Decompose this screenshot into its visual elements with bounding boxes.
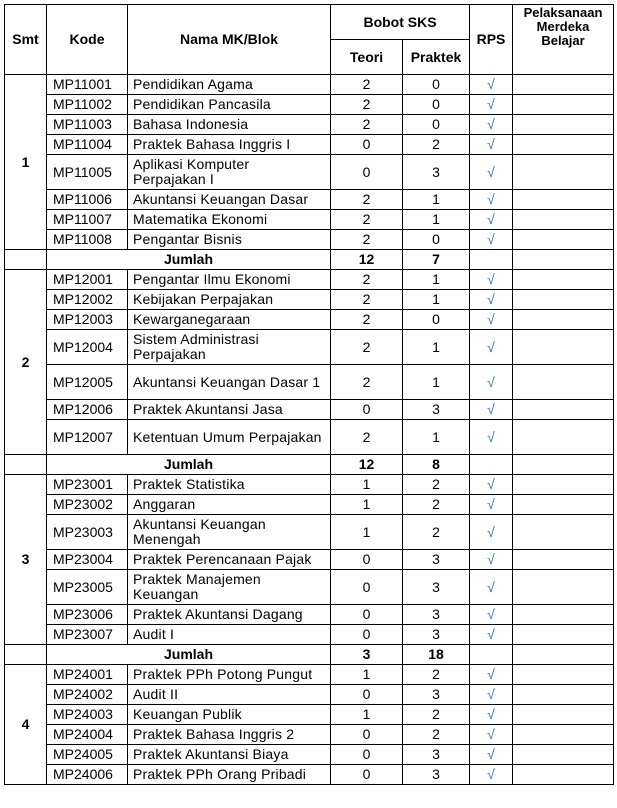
total-row bbox=[5, 645, 614, 665]
teori-credits: 2 bbox=[331, 95, 403, 115]
course-name: Praktek Akuntansi Biaya bbox=[128, 745, 331, 765]
praktek-credits: 0 bbox=[403, 75, 470, 95]
course-code: MP11005 bbox=[47, 155, 128, 190]
total-rps-cell bbox=[470, 645, 513, 665]
semester-number: 4 bbox=[5, 665, 47, 785]
header-smt: Smt bbox=[5, 5, 47, 75]
header-teori: Teori bbox=[331, 40, 403, 75]
merdeka-belajar-cell bbox=[513, 550, 614, 570]
rps-check-icon: √ bbox=[470, 210, 513, 230]
teori-credits: 2 bbox=[331, 230, 403, 250]
table-row bbox=[5, 330, 614, 365]
table-row bbox=[5, 665, 614, 685]
merdeka-belajar-cell bbox=[513, 210, 614, 230]
rps-check-icon: √ bbox=[470, 570, 513, 605]
teori-credits: 2 bbox=[331, 310, 403, 330]
rps-check-icon: √ bbox=[470, 705, 513, 725]
praktek-credits: 3 bbox=[403, 155, 470, 190]
teori-credits: 0 bbox=[331, 570, 403, 605]
course-name: Praktek PPh Orang Pribadi bbox=[128, 765, 331, 785]
course-name: Pengantar Bisnis bbox=[128, 230, 331, 250]
total-teori: 3 bbox=[331, 645, 403, 665]
teori-credits: 1 bbox=[331, 665, 403, 685]
teori-credits: 2 bbox=[331, 210, 403, 230]
rps-check-icon: √ bbox=[470, 190, 513, 210]
merdeka-belajar-cell bbox=[513, 95, 614, 115]
total-label: Jumlah bbox=[47, 250, 331, 270]
table-row bbox=[5, 550, 614, 570]
total-rps-cell bbox=[470, 455, 513, 475]
table-row bbox=[5, 420, 614, 455]
table-row bbox=[5, 75, 614, 95]
teori-credits: 1 bbox=[331, 705, 403, 725]
praktek-credits: 2 bbox=[403, 705, 470, 725]
teori-credits: 2 bbox=[331, 270, 403, 290]
rps-check-icon: √ bbox=[470, 310, 513, 330]
merdeka-belajar-cell bbox=[513, 420, 614, 455]
praktek-credits: 2 bbox=[403, 665, 470, 685]
header-bobot-sks: Bobot SKS bbox=[331, 5, 470, 40]
table-row bbox=[5, 190, 614, 210]
praktek-credits: 2 bbox=[403, 495, 470, 515]
merdeka-belajar-cell bbox=[513, 365, 614, 400]
course-name: Praktek Akuntansi Dagang bbox=[128, 605, 331, 625]
total-merdeka-cell bbox=[513, 250, 614, 270]
rps-check-icon: √ bbox=[470, 400, 513, 420]
course-code: MP12005 bbox=[47, 365, 128, 400]
rps-check-icon: √ bbox=[470, 420, 513, 455]
merdeka-belajar-cell bbox=[513, 765, 614, 785]
teori-credits: 0 bbox=[331, 625, 403, 645]
rps-check-icon: √ bbox=[470, 155, 513, 190]
merdeka-belajar-cell bbox=[513, 190, 614, 210]
teori-credits: 0 bbox=[331, 745, 403, 765]
total-teori: 12 bbox=[331, 455, 403, 475]
table-row bbox=[5, 400, 614, 420]
course-code: MP23002 bbox=[47, 495, 128, 515]
table-row bbox=[5, 745, 614, 765]
praktek-credits: 0 bbox=[403, 230, 470, 250]
table-row bbox=[5, 230, 614, 250]
course-name: Pendidikan Pancasila bbox=[128, 95, 331, 115]
table-row bbox=[5, 725, 614, 745]
table-row bbox=[5, 115, 614, 135]
rps-check-icon: √ bbox=[470, 475, 513, 495]
total-merdeka-cell bbox=[513, 645, 614, 665]
teori-credits: 2 bbox=[331, 290, 403, 310]
rps-check-icon: √ bbox=[470, 605, 513, 625]
course-name: Matematika Ekonomi bbox=[128, 210, 331, 230]
total-praktek: 8 bbox=[403, 455, 470, 475]
header-pelaksanaan-merdeka-belajar: Pelaksanaan Merdeka Belajar bbox=[513, 5, 614, 75]
teori-credits: 0 bbox=[331, 400, 403, 420]
course-name: Bahasa Indonesia bbox=[128, 115, 331, 135]
course-name: Pengantar Ilmu Ekonomi bbox=[128, 270, 331, 290]
course-name: Akuntansi Keuangan Dasar 1 bbox=[128, 365, 331, 400]
total-smt-cell bbox=[5, 250, 47, 270]
merdeka-belajar-cell bbox=[513, 135, 614, 155]
merdeka-belajar-cell bbox=[513, 230, 614, 250]
table-row bbox=[5, 705, 614, 725]
course-code: MP11001 bbox=[47, 75, 128, 95]
total-smt-cell bbox=[5, 455, 47, 475]
course-name: Sistem Administrasi Perpajakan bbox=[128, 330, 331, 365]
rps-check-icon: √ bbox=[470, 330, 513, 365]
praktek-credits: 3 bbox=[403, 625, 470, 645]
praktek-credits: 2 bbox=[403, 135, 470, 155]
course-name: Praktek Bahasa Inggris I bbox=[128, 135, 331, 155]
course-code: MP11004 bbox=[47, 135, 128, 155]
rps-check-icon: √ bbox=[470, 230, 513, 250]
course-name: Audit II bbox=[128, 685, 331, 705]
praktek-credits: 3 bbox=[403, 550, 470, 570]
teori-credits: 0 bbox=[331, 155, 403, 190]
praktek-credits: 2 bbox=[403, 515, 470, 550]
praktek-credits: 1 bbox=[403, 420, 470, 455]
merdeka-belajar-cell bbox=[513, 75, 614, 95]
rps-check-icon: √ bbox=[470, 495, 513, 515]
table-row bbox=[5, 365, 614, 400]
course-name: Akuntansi Keuangan Menengah bbox=[128, 515, 331, 550]
merdeka-belajar-cell bbox=[513, 570, 614, 605]
course-name: Keuangan Publik bbox=[128, 705, 331, 725]
course-code: MP11003 bbox=[47, 115, 128, 135]
merdeka-belajar-cell bbox=[513, 475, 614, 495]
course-name: Praktek Manajemen Keuangan bbox=[128, 570, 331, 605]
rps-check-icon: √ bbox=[470, 75, 513, 95]
course-code: MP24006 bbox=[47, 765, 128, 785]
total-praktek: 7 bbox=[403, 250, 470, 270]
praktek-credits: 3 bbox=[403, 765, 470, 785]
praktek-credits: 0 bbox=[403, 310, 470, 330]
table-row bbox=[5, 605, 614, 625]
course-code: MP11006 bbox=[47, 190, 128, 210]
praktek-credits: 0 bbox=[403, 115, 470, 135]
merdeka-belajar-cell bbox=[513, 400, 614, 420]
teori-credits: 0 bbox=[331, 550, 403, 570]
rps-check-icon: √ bbox=[470, 135, 513, 155]
teori-credits: 2 bbox=[331, 365, 403, 400]
teori-credits: 1 bbox=[331, 495, 403, 515]
course-code: MP23006 bbox=[47, 605, 128, 625]
table-row bbox=[5, 475, 614, 495]
rps-check-icon: √ bbox=[470, 115, 513, 135]
merdeka-belajar-cell bbox=[513, 155, 614, 190]
course-name: Akuntansi Keuangan Dasar bbox=[128, 190, 331, 210]
total-rps-cell bbox=[470, 250, 513, 270]
semester-number: 3 bbox=[5, 475, 47, 645]
total-row bbox=[5, 250, 614, 270]
course-name: Anggaran bbox=[128, 495, 331, 515]
merdeka-belajar-cell bbox=[513, 495, 614, 515]
course-code: MP11007 bbox=[47, 210, 128, 230]
table-row bbox=[5, 495, 614, 515]
merdeka-belajar-cell bbox=[513, 685, 614, 705]
teori-credits: 1 bbox=[331, 515, 403, 550]
course-name: Praktek Akuntansi Jasa bbox=[128, 400, 331, 420]
course-code: MP24004 bbox=[47, 725, 128, 745]
header-praktek: Praktek bbox=[403, 40, 470, 75]
course-name: Ketentuan Umum Perpajakan bbox=[128, 420, 331, 455]
course-code: MP12002 bbox=[47, 290, 128, 310]
course-name: Aplikasi Komputer Perpajakan I bbox=[128, 155, 331, 190]
praktek-credits: 2 bbox=[403, 475, 470, 495]
course-code: MP24003 bbox=[47, 705, 128, 725]
table-row bbox=[5, 210, 614, 230]
teori-credits: 0 bbox=[331, 135, 403, 155]
praktek-credits: 3 bbox=[403, 685, 470, 705]
teori-credits: 0 bbox=[331, 605, 403, 625]
rps-check-icon: √ bbox=[470, 725, 513, 745]
teori-credits: 0 bbox=[331, 685, 403, 705]
teori-credits: 0 bbox=[331, 765, 403, 785]
praktek-credits: 1 bbox=[403, 190, 470, 210]
merdeka-belajar-cell bbox=[513, 725, 614, 745]
total-praktek: 18 bbox=[403, 645, 470, 665]
curriculum-table bbox=[4, 4, 614, 785]
praktek-credits: 2 bbox=[403, 725, 470, 745]
course-name: Audit I bbox=[128, 625, 331, 645]
table-row bbox=[5, 570, 614, 605]
table-row bbox=[5, 310, 614, 330]
course-code: MP23005 bbox=[47, 570, 128, 605]
merdeka-belajar-cell bbox=[513, 745, 614, 765]
course-name: Praktek Perencanaan Pajak bbox=[128, 550, 331, 570]
table-row bbox=[5, 685, 614, 705]
rps-check-icon: √ bbox=[470, 550, 513, 570]
course-code: MP23004 bbox=[47, 550, 128, 570]
rps-check-icon: √ bbox=[470, 270, 513, 290]
table-row bbox=[5, 270, 614, 290]
merdeka-belajar-cell bbox=[513, 705, 614, 725]
course-code: MP12003 bbox=[47, 310, 128, 330]
teori-credits: 0 bbox=[331, 725, 403, 745]
praktek-credits: 1 bbox=[403, 330, 470, 365]
table-body bbox=[5, 75, 614, 785]
merdeka-belajar-cell bbox=[513, 310, 614, 330]
merdeka-belajar-cell bbox=[513, 330, 614, 365]
course-code: MP12007 bbox=[47, 420, 128, 455]
header-rps: RPS bbox=[470, 5, 513, 75]
table-row bbox=[5, 155, 614, 190]
course-name: Pendidikan Agama bbox=[128, 75, 331, 95]
semester-number: 2 bbox=[5, 270, 47, 455]
course-code: MP11002 bbox=[47, 95, 128, 115]
table-row bbox=[5, 765, 614, 785]
praktek-credits: 1 bbox=[403, 365, 470, 400]
merdeka-belajar-cell bbox=[513, 290, 614, 310]
total-smt-cell bbox=[5, 645, 47, 665]
praktek-credits: 3 bbox=[403, 745, 470, 765]
praktek-credits: 3 bbox=[403, 605, 470, 625]
rps-check-icon: √ bbox=[470, 685, 513, 705]
rps-check-icon: √ bbox=[470, 765, 513, 785]
teori-credits: 2 bbox=[331, 330, 403, 365]
course-code: MP12001 bbox=[47, 270, 128, 290]
praktek-credits: 1 bbox=[403, 290, 470, 310]
rps-check-icon: √ bbox=[470, 290, 513, 310]
course-code: MP11008 bbox=[47, 230, 128, 250]
teori-credits: 1 bbox=[331, 475, 403, 495]
table-row bbox=[5, 625, 614, 645]
header-kode: Kode bbox=[47, 5, 128, 75]
total-teori: 12 bbox=[331, 250, 403, 270]
total-row bbox=[5, 455, 614, 475]
rps-check-icon: √ bbox=[470, 365, 513, 400]
rps-check-icon: √ bbox=[470, 515, 513, 550]
praktek-credits: 3 bbox=[403, 400, 470, 420]
course-name: Kebijakan Perpajakan bbox=[128, 290, 331, 310]
total-label: Jumlah bbox=[47, 645, 331, 665]
rps-check-icon: √ bbox=[470, 95, 513, 115]
header-nama: Nama MK/Blok bbox=[128, 5, 331, 75]
course-code: MP24001 bbox=[47, 665, 128, 685]
teori-credits: 2 bbox=[331, 190, 403, 210]
teori-credits: 2 bbox=[331, 420, 403, 455]
course-code: MP24002 bbox=[47, 685, 128, 705]
course-code: MP24005 bbox=[47, 745, 128, 765]
rps-check-icon: √ bbox=[470, 625, 513, 645]
table-row bbox=[5, 515, 614, 550]
course-code: MP23007 bbox=[47, 625, 128, 645]
semester-number: 1 bbox=[5, 75, 47, 250]
merdeka-belajar-cell bbox=[513, 270, 614, 290]
course-code: MP23001 bbox=[47, 475, 128, 495]
rps-check-icon: √ bbox=[470, 745, 513, 765]
table-row bbox=[5, 290, 614, 310]
course-code: MP12004 bbox=[47, 330, 128, 365]
teori-credits: 2 bbox=[331, 115, 403, 135]
total-merdeka-cell bbox=[513, 455, 614, 475]
course-name: Praktek PPh Potong Pungut bbox=[128, 665, 331, 685]
praktek-credits: 0 bbox=[403, 95, 470, 115]
praktek-credits: 1 bbox=[403, 270, 470, 290]
total-label: Jumlah bbox=[47, 455, 331, 475]
course-code: MP12006 bbox=[47, 400, 128, 420]
teori-credits: 2 bbox=[331, 75, 403, 95]
course-name: Kewarganegaraan bbox=[128, 310, 331, 330]
table-row bbox=[5, 135, 614, 155]
merdeka-belajar-cell bbox=[513, 605, 614, 625]
rps-check-icon: √ bbox=[470, 665, 513, 685]
merdeka-belajar-cell bbox=[513, 625, 614, 645]
course-name: Praktek Statistika bbox=[128, 475, 331, 495]
merdeka-belajar-cell bbox=[513, 515, 614, 550]
course-code: MP23003 bbox=[47, 515, 128, 550]
course-name: Praktek Bahasa Inggris 2 bbox=[128, 725, 331, 745]
merdeka-belajar-cell bbox=[513, 665, 614, 685]
praktek-credits: 3 bbox=[403, 570, 470, 605]
merdeka-belajar-cell bbox=[513, 115, 614, 135]
praktek-credits: 1 bbox=[403, 210, 470, 230]
table-row bbox=[5, 95, 614, 115]
